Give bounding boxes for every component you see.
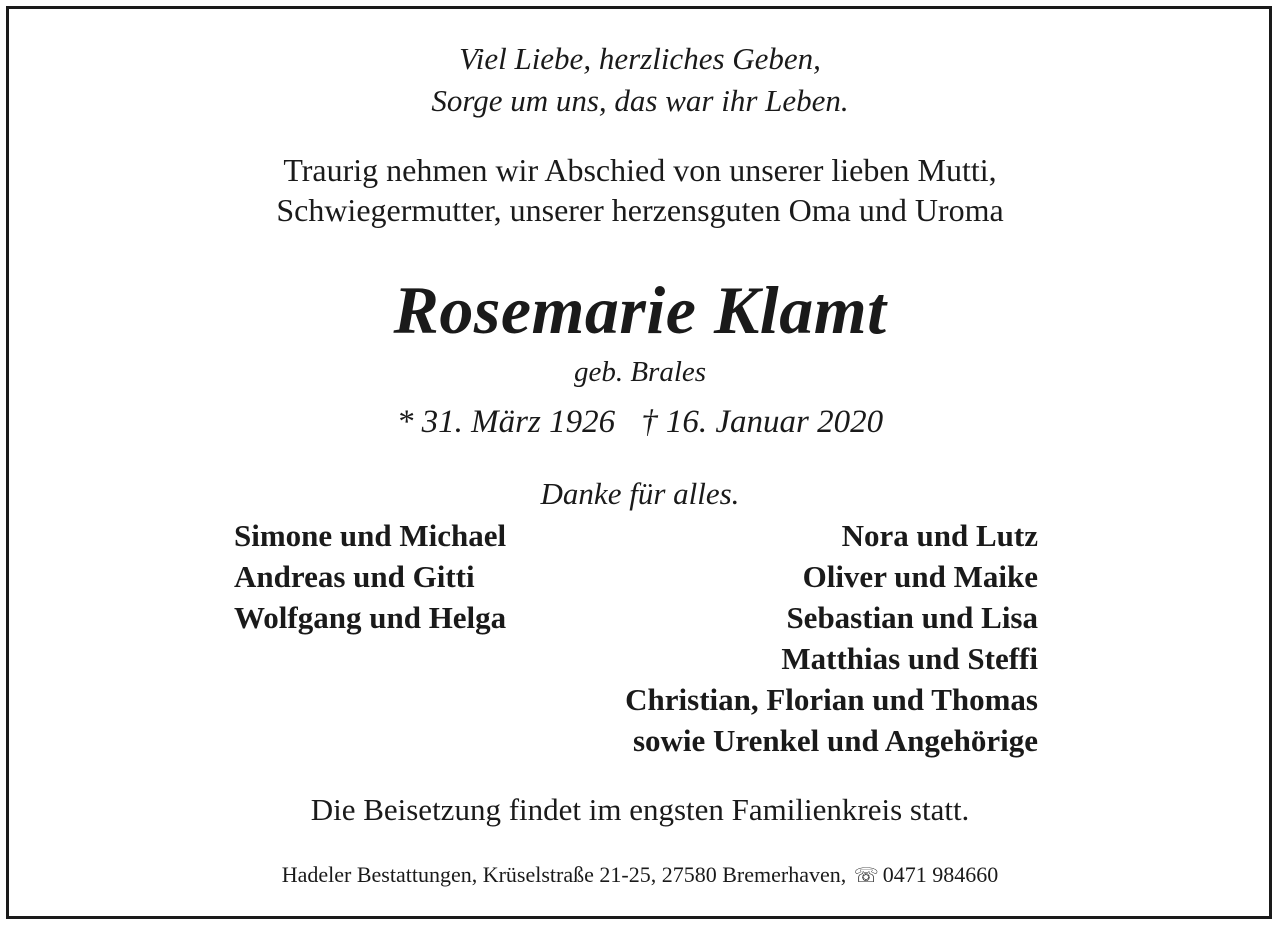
funeral-home-phone: 0471 984660 xyxy=(882,862,999,887)
mourners-left-column xyxy=(234,515,506,638)
intro-line-1: Traurig nehmen wir Abschied von unserer lieben Mutti, xyxy=(283,152,997,188)
mourner-entry: Wolfgang und Helga xyxy=(234,600,507,635)
mourner-entry: Matthias und Steffi xyxy=(781,641,1038,676)
notice-border xyxy=(6,6,1272,919)
maiden-name: geb. Brales xyxy=(573,356,707,388)
motto-line-2: Sorge um uns, das war ihr Leben. xyxy=(431,83,849,118)
telephone-icon: ☏ xyxy=(853,865,879,887)
funeral-home-footer xyxy=(0,861,1280,890)
intro-line-2: Schwiegermutter, unserer herzensguten Oma und Uroma xyxy=(276,192,1004,228)
motto-line-1: Viel Liebe, herzliches Geben, xyxy=(459,41,821,76)
thanks-line: Danke für alles. xyxy=(540,476,740,511)
birth-date: * 31. März 1926 xyxy=(396,404,616,440)
life-dates xyxy=(0,402,1280,442)
mourner-entry: sowie Urenkel und Angehörige xyxy=(632,723,1038,758)
burial-note: Die Beisetzung findet im engsten Familienkreis statt. xyxy=(310,792,970,827)
deceased-name: Rosemarie Klamt xyxy=(393,272,887,348)
mourner-entry: Simone und Michael xyxy=(234,518,507,553)
funeral-home-address: Hadeler Bestattungen, Krüselstraße 21-25, 27580 Bremerhaven, xyxy=(281,862,847,887)
mourner-entry: Sebastian und Lisa xyxy=(786,600,1038,635)
mourner-entry: Nora und Lutz xyxy=(841,518,1038,553)
mourner-entry: Christian, Florian und Thomas xyxy=(625,682,1038,717)
mourner-entry: Oliver und Maike xyxy=(802,559,1038,594)
mourners-right-column xyxy=(625,515,1038,761)
mourner-entry: Andreas und Gitti xyxy=(234,559,475,594)
death-date: † 16. Januar 2020 xyxy=(641,404,884,440)
